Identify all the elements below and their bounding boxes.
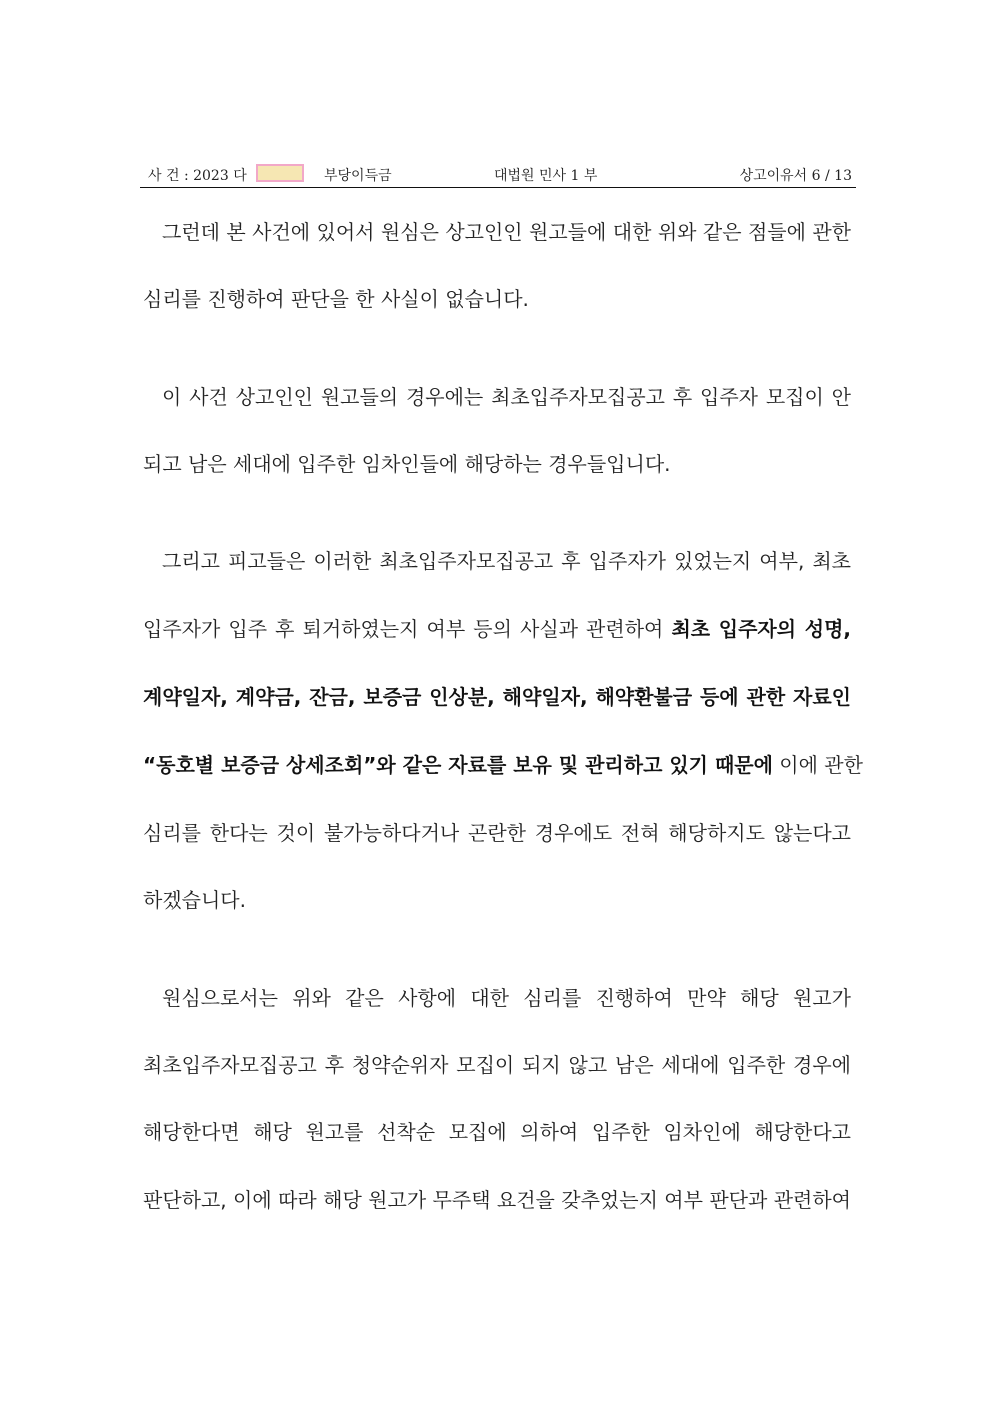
redacted-case-number [256,164,304,182]
case-subject: 부당이득금 [324,168,392,184]
text-line [143,750,863,780]
plain-text: 이에 관한 [772,753,863,777]
text-line: 판단하고, 이에 따라 해당 원고가 무주택 요건을 갖추었는지 여부 판단과 관련하여 [143,1188,851,1212]
court-division: 대법원 민사 1 부 [494,168,598,184]
text-line: 심리를 한다는 것이 불가능하다거나 곤란한 경우에도 전혀 해당하지도 않는다고 [143,821,851,845]
plain-text: 입주자가 입주 후 퇴거하였는지 여부 등의 사실과 관련하여 [143,617,672,641]
text-line [143,614,851,644]
text-line: 이 사건 상고인인 원고들의 경우에는 최초입주자모집공고 후 입주자 모집이 안 [162,385,851,409]
text-line: 최초입주자모집공고 후 청약순위자 모집이 되지 않고 남은 세대에 입주한 경우에 [143,1053,851,1077]
text-line: 하겠습니다. [143,888,246,912]
text-line: 심리를 진행하여 판단을 한 사실이 없습니다. [143,287,529,311]
page-number: 상고이유서 6 / 13 [739,168,852,184]
text-line: 되고 남은 세대에 입주한 임차인들에 해당하는 경우들입니다. [143,452,671,476]
text-line: 그리고 피고들은 이러한 최초입주자모집공고 후 입주자가 있었는지 여부, 최초 [162,549,851,573]
bold-text-line: 계약일자, 계약금, 잔금, 보증금 인상분, 해약일자, 해약환불금 등에 관한 자료인 [143,685,851,709]
text-line: 해당한다면 해당 원고를 선착순 모집에 의하여 입주한 임차인에 해당한다고 [143,1120,851,1144]
text-line: 그런데 본 사건에 있어서 원심은 상고인인 원고들에 대한 위와 같은 점들에 관한 [162,220,851,244]
text-line: 원심으로서는 위와 같은 사항에 대한 심리를 진행하여 만약 해당 원고가 [162,986,851,1010]
bold-text: 최초 입주자의 성명, [671,617,851,641]
page-header [140,163,856,188]
bold-text: “동호별 보증금 상세조회”와 같은 자료를 보유 및 관리하고 있기 때문에 [143,753,773,777]
case-number-label: 사 건 : 2023 다 [148,168,247,184]
